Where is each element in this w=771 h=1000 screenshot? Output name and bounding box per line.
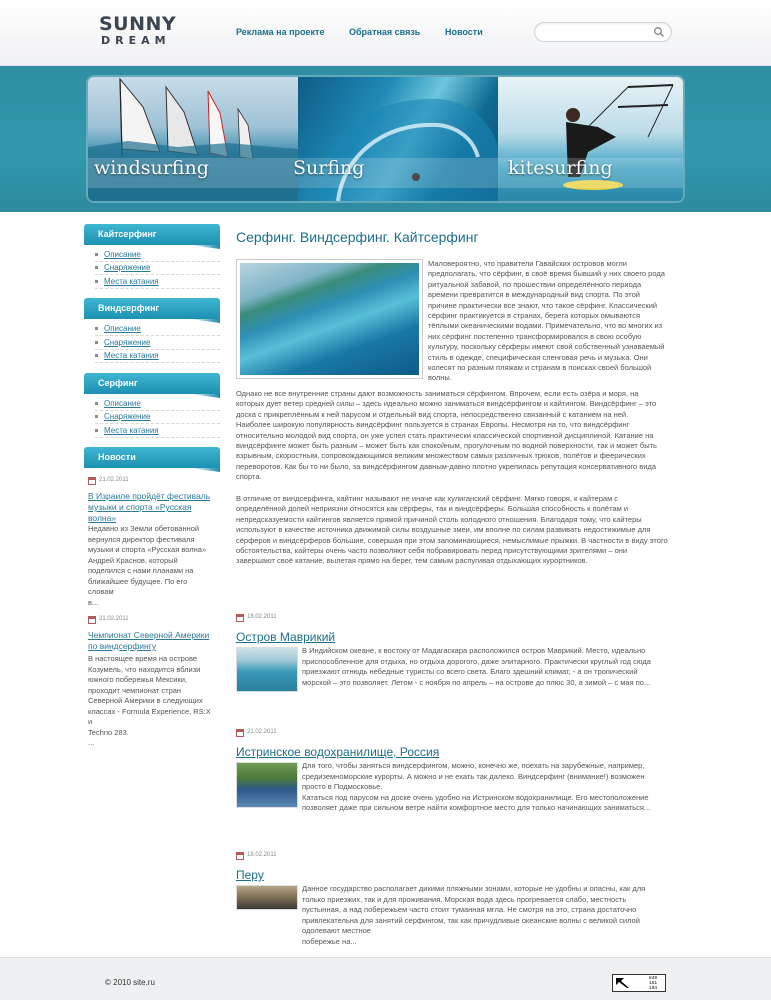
calendar-icon xyxy=(88,616,96,624)
calendar-icon xyxy=(236,852,244,860)
sidebar-link[interactable]: Снаряжение xyxy=(104,412,151,421)
intro-surf-photo xyxy=(236,259,423,379)
sidebar-item-kite-description[interactable] xyxy=(95,249,220,262)
banner-caption-surfing: Surfing xyxy=(293,157,365,179)
article-title-link[interactable]: Перу xyxy=(236,868,264,882)
article-excerpt: В Индийском океане, к востоку от Мадагаскара расположился остров Маврикий. Место, идеально приспособленное для отдыха, но отдыха дорогого, даже элитарного. Практически круглый год сюда приезжают отнюдь небедные туристы со всего света. Благо здешний климат, - а он тропический морской – это позволяет. Летом - с ноября по апрель – на острове до плюс 30, а зимой – с мая по... xyxy=(302,646,651,687)
sidebar-link[interactable]: Описание xyxy=(104,324,141,333)
article-title-link[interactable]: Истринское водохранилище, Россия xyxy=(236,745,440,759)
bullet-icon xyxy=(95,402,98,405)
sidebar-item-wind-description[interactable] xyxy=(95,323,220,336)
sidebar-heading-news[interactable] xyxy=(84,447,220,468)
article-thumbnail[interactable] xyxy=(236,647,298,692)
bullet-icon xyxy=(95,415,98,418)
bullet-icon xyxy=(95,266,98,269)
search-icon[interactable] xyxy=(653,26,665,38)
sidebar-item-surf-equipment[interactable] xyxy=(95,411,220,424)
intro-paragraph: Маловероятно, что правители Гавайских островов могли предполагать, что сёрфинг, в своё время бывший у них своего рода ритуальной забавой, по прошествии определённого периода времени превратится в международный вид спорта. По этой причине практически все знают, что такое сёрфинг. Классический сёрфинг практикуется в странах, берега которых омываются тёплыми океаническими водами. Примечательно, что во многих из них сёрфинг постепенно трансформировался в свою особую культуру, поскольку сёрферы имеют свой собственный узнаваемый стиль в одежде, специфическая сленговая речь и музыка. Они колесят по разным пляжам и странам в поисках своей большой волны. xyxy=(428,259,665,383)
sidebar-link[interactable]: Места катания xyxy=(104,426,159,435)
article-date: 18.02.2011 xyxy=(247,852,277,858)
article-thumbnail[interactable] xyxy=(236,885,298,910)
news-title-link[interactable]: Чемпионат Северной Америки по виндсерфингу xyxy=(88,630,210,651)
news-excerpt: В настоящее время на острове Козумель, что находится вблизи южного побережья Мексики, проходит чемпионат стран Северной Америки в следующих классах - Formula Experience, RS:X и Techno 283. ... xyxy=(88,654,211,747)
sidebar-item-wind-equipment[interactable] xyxy=(95,337,220,350)
site-logo[interactable] xyxy=(99,14,176,48)
page-title: Серфинг. Виндсерфинг. Кайтсерфинг xyxy=(236,229,479,245)
sidebar-link[interactable]: Места катания xyxy=(104,351,159,360)
banner-caption-windsurfing: windsurfing xyxy=(94,157,209,179)
nav-link-news[interactable]: Новости xyxy=(445,27,483,37)
sidebar-heading-label: Новости xyxy=(98,452,136,462)
news-date: 21.02.2011 xyxy=(99,477,129,483)
sidebar-link[interactable]: Снаряжение xyxy=(104,263,151,272)
banner-caption-kitesurfing: kitesurfing xyxy=(508,157,613,179)
article-excerpt: Данное государство располагает дикими пляжными зонами, которые не удобны и опасны, как для только приезжих, так и для проживания. Морская вода здесь прогревается слабо, местность пустынная, а над побережьем часто стоит туманная мгла. Не смотря на это, страна достаточно привлекательна для занятий серфингом, так как причудливые океанские волны с великой силой одолевают местное побережье на... xyxy=(302,884,646,946)
calendar-icon xyxy=(236,614,244,622)
sidebar-item-wind-spots[interactable] xyxy=(95,350,220,363)
body-paragraph-windsurfing: Однако не все внутренние страны дают возможность заниматься сёрфингом. Впрочем, если есть озёра и моря, на которых дует ветер средней силы – здесь идеально можно заниматься виндсёрфингом и кайтингом. Виндсёрфинг – это доска с прикреплённым к ней парусом и отдельный вид спорта, непосредственно связанный с катанием на ней. Наиболее широкую популярность виндсёрфинг пользуется в странах Европы. Несмотря на то, что виндсёрфинг относительно молодой вид спорта, он уже успел стать практически классической спортивной дисциплиной. Катание на виндсёрфинге может быть разным – может быть как спокойным, прогулочным по водной поверхности, так и может быть взрывным, скоростным, сопровождающимся великим множеством самых различных трюков, полётов и феерических переворотов. Как бы то ни было, за виндсёрфингом давным-давно плотно укрепилась репутация консервативного вида спорта. xyxy=(236,389,657,482)
site-footer xyxy=(0,957,771,1000)
sidebar-heading-label: Виндсерфинг xyxy=(98,303,160,313)
calendar-icon xyxy=(236,729,244,737)
sidebar-heading-kitesurfing[interactable] xyxy=(84,224,220,245)
site-header xyxy=(0,0,771,66)
news-title-link[interactable]: В Израиле пройдёт фестиваль музыки и спорта «Русская волна» xyxy=(88,491,211,523)
nav-link-advertising[interactable]: Реклама на проекте xyxy=(236,27,325,37)
sidebar-link[interactable]: Описание xyxy=(104,250,141,259)
logo-text-bottom: DREAM xyxy=(101,34,171,47)
sidebar-heading-label: Серфинг xyxy=(98,378,138,388)
sidebar-link[interactable]: Места катания xyxy=(104,277,159,286)
counter-arrow-icon xyxy=(615,977,633,989)
article-excerpt: Для того, чтобы заняться виндсерфингом, можно, конечно же, поехать на зарубежные, например, средиземноморские курорты. А можно и не ехать так далеко. Виндсерфинг (внимание!) возможен просто в Подмосковье. Кататься под парусом на доске очень удобно на Истринском водохранилище. Его местоположение позволяет даже при сильном ветре найти комфортное место для только начинающих заниматься... xyxy=(302,761,651,812)
sidebar-item-surf-spots[interactable] xyxy=(95,425,220,438)
logo-text-top: SUNNY xyxy=(99,13,177,35)
bullet-icon xyxy=(95,341,98,344)
calendar-icon xyxy=(88,477,96,485)
sidebar-link[interactable]: Снаряжение xyxy=(104,338,151,347)
article-thumbnail[interactable] xyxy=(236,762,298,808)
nav-link-feedback[interactable]: Обратная связь xyxy=(349,27,421,37)
bullet-icon xyxy=(95,253,98,256)
sidebar-heading-windsurfing[interactable] xyxy=(84,298,220,319)
counter-values: 849 151 104 xyxy=(649,976,658,991)
copyright-text: © 2010 site.ru xyxy=(105,978,155,987)
body-paragraph-kiting: В отличие от виндсерфинга, кайтинг называют не иначе как хулиганский сёрфинг. Мягко говоря, к кайтерам с определённой долей неприязни относятся как сёрферы, так и виндсёрферы. Большая способность к полётам и непредсказуемости кайтингов является прямой причиной столь холодного отношения. Благодаря тому, что кайтеры используют в качестве источника движимой силы воздушные змеи, им вполне по силам развивать недостижимые для сёрферов и виндсёрферов большие, совершая при этом запоминающиеся, немыслимые прыжки. В частности в виду этого обстоятельства, кайтеры очень часто позволяют себя побравировать перед присутствующими зрителями – они завершают своё катание, вылетая прямо на берег, тем самым распугивая отдыхающих курортников. xyxy=(236,494,668,566)
article-date: 21.02.2011 xyxy=(247,729,277,735)
bullet-icon xyxy=(95,280,98,283)
news-excerpt: Недавно из Земли обетованной вернулся директор фестиваля музыки и спорта «Русская волна» Андрей Краснов, который поделился с нами планами на ближайшее будущее. По его словам в... xyxy=(88,524,207,607)
sidebar-link[interactable]: Описание xyxy=(104,399,141,408)
bullet-icon xyxy=(95,354,98,357)
sidebar-item-kite-equipment[interactable] xyxy=(95,262,220,275)
visit-counter[interactable] xyxy=(612,974,666,992)
sidebar-heading-surfing[interactable] xyxy=(84,373,220,394)
sidebar-heading-label: Кайтсерфинг xyxy=(98,229,157,239)
sidebar-item-kite-spots[interactable] xyxy=(95,276,220,289)
article-title-link[interactable]: Остров Маврикий xyxy=(236,630,336,644)
banner xyxy=(88,77,683,201)
search-input[interactable] xyxy=(543,26,653,39)
article-date: 18.02.2011 xyxy=(247,614,277,620)
search-box xyxy=(534,22,672,42)
bullet-icon xyxy=(95,327,98,330)
news-date: 21.02.2011 xyxy=(99,616,129,622)
sidebar-item-surf-description[interactable] xyxy=(95,398,220,411)
bullet-icon xyxy=(95,429,98,432)
